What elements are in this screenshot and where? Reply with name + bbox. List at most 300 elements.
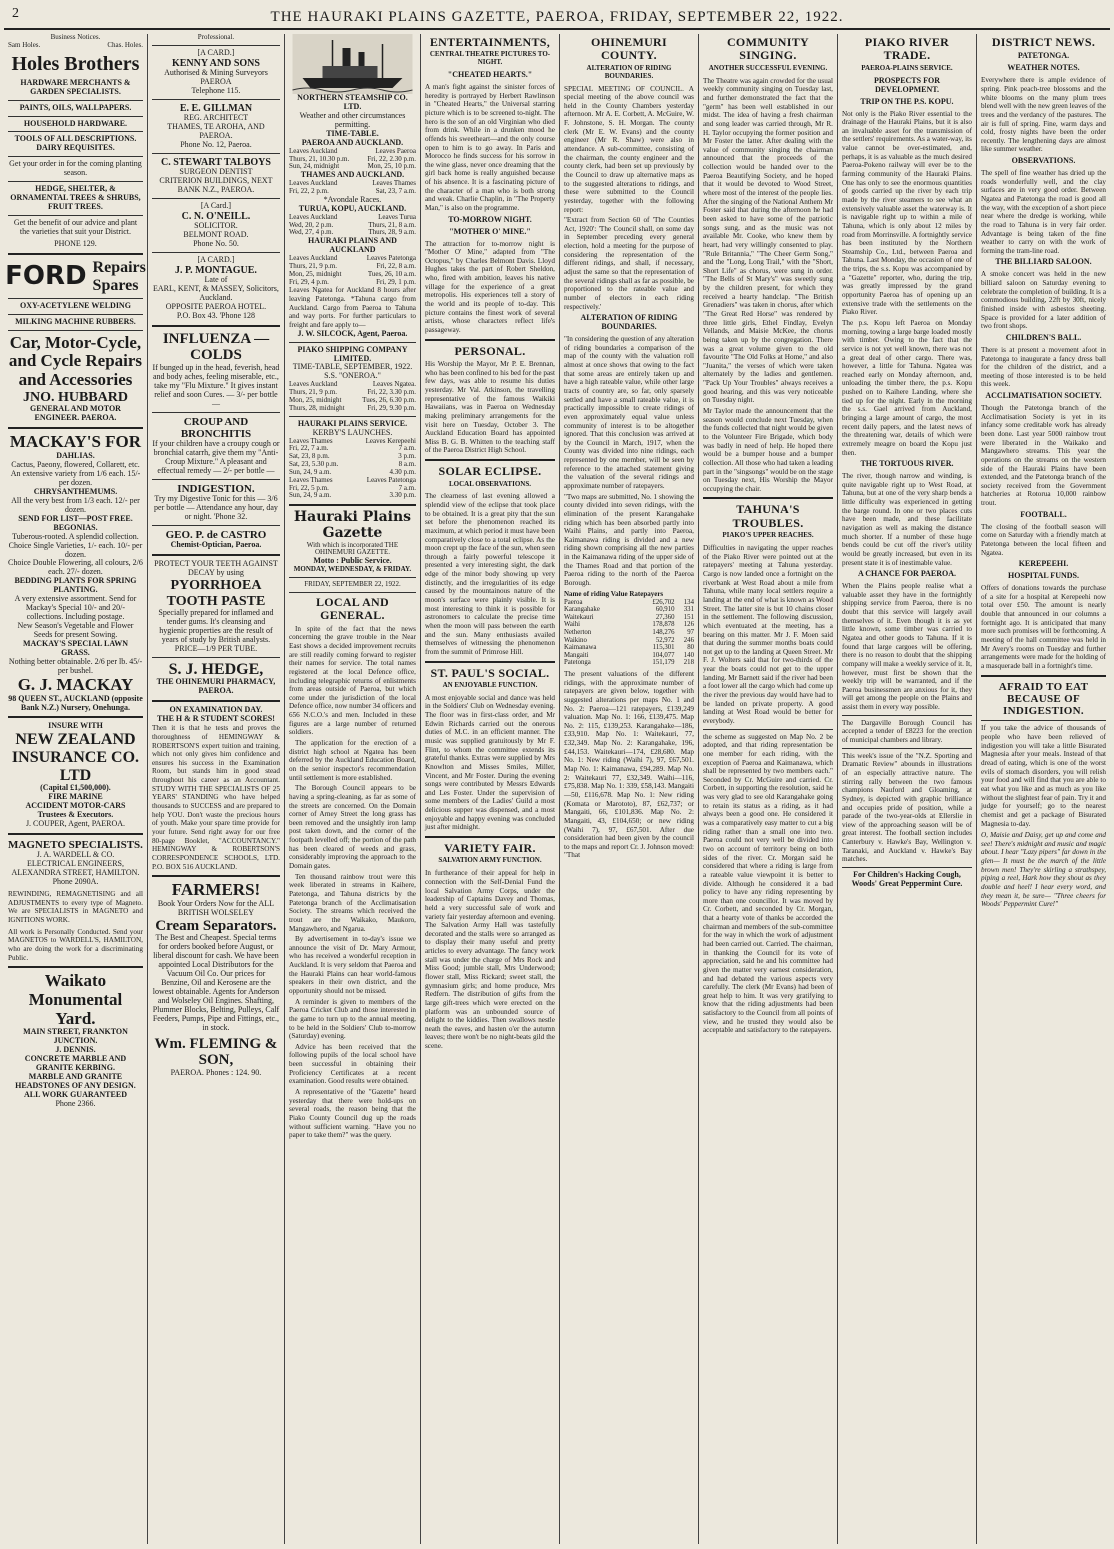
talboys-line: C. STEWART TALBOYS: [160, 156, 271, 168]
column-business-notices: [4, 34, 148, 1544]
riding-cell: 148,276: [652, 628, 675, 636]
riding-row: [564, 659, 694, 667]
riding-cell: 115,301: [652, 644, 675, 652]
riding-row: [564, 644, 694, 652]
timetable-cell: Fri, 22, 8 a.m.: [376, 261, 416, 270]
riding-cell: 151: [683, 613, 694, 621]
protect-text: PROTECT YOUR TEETH AGAINST DECAY by using: [154, 559, 278, 578]
local-general-title: LOCAL AND GENERAL.: [315, 594, 389, 623]
car-title: Car, Motor-Cycle, and Cycle Repairs and Accessories: [8, 332, 143, 390]
oneill-line: BELMONT ROAD.: [183, 229, 249, 239]
timetable-cell: 3 p.m.: [398, 452, 416, 461]
nz-capital: (Capital £1,500,000).: [40, 783, 111, 793]
mackay-lines: [8, 452, 143, 676]
oneill-line: [A Card.]: [200, 200, 232, 210]
county-text: "Two maps are submitted, No. 1 showing the county divided into seven ridings, with the elimination of the present Karangahake riding which has been absorbed partly into Waihi Plains, and partly into Paeroa, Kaimanawa riding is divided and a new riding shown comprising all the new parties in the Kaimanawa riding of the upper side of the Thames Road and that portion of the Paeroa riding to the north of the Paeroa Borough.: [563, 492, 694, 588]
tahuna-title: TAHUNA'S TROUBLES.: [732, 502, 804, 530]
riding-cell: 60,910: [655, 606, 675, 614]
waikato-line: ALL WORK GUARANTEED: [23, 1089, 127, 1099]
weather-note: Weather and other circumstances permitting.: [299, 110, 406, 129]
poem-text: O, Maisie and Daisy, get up and come and see! There's midnight and music and magic about. I hear "Lazy pipers" far down in the glen— It must be the march of the little brown men! They're skirling a strathspey, piping a reel, Hark how they shout as they double and heel! I hear every word, and they mean it, be sure— "Three cheers for Woods' Peppermint Cure!": [980, 831, 1107, 909]
chance-title: A CHANCE FOR PAEROA.: [857, 569, 957, 579]
timetable-cell: Leaves Thames: [288, 475, 333, 484]
riding-row: [564, 637, 694, 645]
gillman-line: THAMES, TE AROHA, AND PAEROA.: [167, 121, 265, 140]
oneill-line: Phone No. 50.: [193, 238, 239, 248]
tomorrow-label: TO-MORROW NIGHT.: [448, 214, 532, 224]
timetable-cell: Thurs, 21, 8 a.m.: [368, 220, 416, 229]
riding-row: [564, 599, 694, 607]
timetable-cell: 7 a.m.: [398, 444, 416, 453]
hubbard-name: JNO. HUBBARD: [22, 389, 128, 405]
paragraph: By advertisement in to-day's issue we announce the visit of Dr. Mary Armour, who has received a wonderful reception in Auckland. It is very seldom that Paeroa and the Hauraki Plains can hear world-famous speakers in their own district, and the opportunity should not be missed.: [288, 935, 416, 995]
timetable-row: [289, 405, 416, 413]
timetable-cell: Leaves Thames: [288, 436, 333, 445]
montague-line: [A CARD.]: [197, 254, 235, 264]
gillman-line: Phone No. 12, Paeroa.: [180, 139, 252, 149]
exam-text: Then it is that he tests and proves the thoroughness of HEMINGWAY & ROBERTSON'S expert tuition and training, which not only gives him confidence and ensures his success in the Examination Room, but stands him in good stead throughout his career as an Accountant. STUDY WITH THE SPECIALISTS OF 25 YEARS' STANDING who have helped thousands to SUCCESS and are prepared to help YOU. Don't waste the precious hours of youth. Make your spare time provide for your future. Send right away for our free 80-page Booklet, "ACCOUNTANCY." HEMINGWAY & ROBERTSON'S CORRESPONDENCE SCHOOLS, LTD. P.O. BOX 516 AUCKLAND.: [151, 724, 280, 871]
timetable-row: [289, 279, 416, 287]
name-left: Sam Holes.: [8, 40, 41, 49]
holes-line: PAINTS, OILS, WALLPAPERS.: [19, 102, 132, 112]
riding-cell: 151,179: [652, 659, 675, 667]
column-piako-river: [838, 34, 977, 1544]
riding-row: [564, 614, 694, 622]
timetable-cell: Mon, 25, 10 p.m.: [367, 162, 416, 171]
afraid-title: AFRAID TO EAT BECAUSE OF INDIGESTION.: [998, 680, 1089, 718]
timetable-cell: Thurs, 21, 9 p.m.: [288, 261, 337, 270]
county-text: The present valuations of the different ridings, with the approximate number of ratepayers are given below, together with suggested alterations per maps No. 1 and No. 2: Paeroa—121 ratepayers, £139,249 valuation. Map No. 1: 166, £139,475. Map No. 2: 115, £139,253. Karangahake—186, £33,910. Map No. 1: Waitekauri, 77, £32,349. Map No. 2: Karangahake, 196, £44,153. Waitekauri—174, £28,680. Map No. 1: New riding (Waihi 7), 97, £67,501. Map No. 1: Kaimanawa, £94,289. Map No. 2: Waitekauri 77, £32,349. Waihi—116, £75,838. Map No. 1: 339, £58,143. Mangaiti—50, £116,678. Map No. 1: New riding (Komata or Marototo), 87, £62,737; or Mangaiti, 66, £101,836. Map No. 2: Mangaiti, 43, £104,650; or new riding (Waihi 7), 97, £67,501. After due consideration had been given by the council to the maps and report Cr. J. Johnson moved: "That: [563, 669, 694, 860]
waikato-title: Waikato Monumental Yard.: [28, 971, 123, 1028]
riding-cell: 218: [683, 659, 694, 667]
riding-cell: 126: [683, 621, 694, 629]
holes-line: HARDWARE MERCHANTS &: [20, 77, 131, 87]
riding-row: [564, 606, 694, 614]
holes-line: GARDEN SPECIALISTS.: [30, 86, 121, 96]
county-text: "Extract from Section 60 of 'The Counties Act, 1920': 'The Council shall, on some day in September preceding every general election, hold a meeting for the purpose of considering the representation of the different ridings, and shall, if necessary, adjust the same so that the representation of the several ridings shall as far as possible, be proportioned to the rateable value and number of electors in each riding respectively.': [563, 216, 694, 311]
talboys-line: SURGEON DENTIST: [179, 167, 253, 177]
piako-text: Not only is the Piako River essential to the drainage of the Hauraki Plains, but it is also an invaluable asset for the transmission of the settlers' requirements. As a water-way, its value cannot be over-estimated, and, perhaps, it is as valuable as the much desired Paeroa-Pokeno railway will ever be to the farming community of the Hauraki Plains. One has only to see the enormous quantities of goods carried up the river by each trip made by the river steamers to see what an extensively valuable asset the waterway is. It is navigable right up to within a mile of Tahuna, which is only about 12 miles by road from Morrinsville. A fortnightly service has been instituted by the Northern Steamship Co., Ltd., between Paeroa and Tahuna. Last Monday, the occasion of one of the trips, the s.s. Kopu was accompanied by a "Gazette" reporter, who, during the trip, was greatly impressed by the grand opportunity Paeroa has of opening up an extensive trade with the settlements on the Piako River.: [841, 109, 972, 317]
decastro-sub: Chemist-Optician, Paeroa.: [170, 540, 262, 550]
district-text: Everywhere there is ample evidence of spring. Pink peach-tree blossoms and the white blooms on the many plum trees blend well with the new green leaves of the trees and the verdancy of the pastures. The air is full of spring. Fine, warm days and cold, frosty nights have been the order recently. The lengthening days are almost like summer weather.: [980, 76, 1107, 154]
mackay-line: MACKAY'S SPECIAL LAWN GRASS.: [22, 639, 128, 658]
singing-text: Mr Taylor made the announcement that the season would conclude next Tuesday, when the funds collected that night would be given to the Volunteer Fire Brigade, which body was badly in need of help. He hoped there would be a bumper house and a bumper collection. All those who had taken a leading part in the "singsongs" would be on the stage on Tuesday next, His Worship the Mayor occupying the chair.: [702, 407, 833, 493]
timetable-cell: Mon, 25, midnight: [288, 396, 342, 405]
riding-cell: 246: [683, 636, 694, 644]
district-text: There is at present a movement afoot in Patetonga to inaugurate a fancy dress ball for the children of the district, and a meeting of those interested is to be held this week.: [980, 345, 1107, 389]
dargaville-text: The Dargaville Borough Council has accepted a tender of £8223 for the erection of municipal chambers and library.: [841, 718, 972, 745]
riding-cell: 97: [687, 628, 694, 636]
eclipse-sub: LOCAL OBSERVATIONS.: [449, 479, 531, 488]
timetable-cell: Leaves Auckland: [288, 254, 338, 263]
nz-line: FIRE MARINE: [48, 792, 103, 802]
mackay-line: Tuberous-rooted. A splendid collection.: [12, 531, 139, 541]
paragraph: The application for the erection of a district high school at Ngatea has been deferred by the Auckland Education Board, on the senior inspector's recommendation until settlement is more established.: [288, 739, 416, 782]
timetable-cell: Fri, 29, 9.30 p.m.: [367, 403, 416, 412]
stpaul-sub: AN ENJOYABLE FUNCTION.: [442, 680, 538, 689]
montague-line: P.O. Box 43. 'Phone 128: [176, 310, 256, 320]
riding-table-header: Name of riding Value Ratepayers: [563, 589, 664, 598]
riding-cell: 140: [683, 651, 694, 659]
piako-text: The river, though narrow and winding, is quite navigable right up to West Road, at Tahuna, but at one of the very sharp bends a little difficulty was experienced in getting the barge round. In one or two places cuts have been made, and these facilitate navigation as well as making the distance much shorter. If a number of these huge bends could be cut off the river's utility would be greatly increased, but even in its present state it is of inestimable value.: [841, 472, 972, 567]
magneto-line: Phone 2090A.: [52, 877, 99, 887]
football-title: FOOTBALL.: [1020, 509, 1067, 519]
mackay-line: SEND FOR LIST—POST FREE.: [18, 513, 133, 523]
ball-title: CHILDREN'S BALL.: [1005, 332, 1082, 342]
kenny-line: [A CARD.]: [197, 47, 235, 57]
timetable-cell: Sun, 24, midnight: [288, 162, 340, 171]
talboys-line: CRITERION BUILDINGS, NEXT BANK N.Z., PAEROA.: [159, 175, 273, 194]
column-professional: [148, 34, 285, 1544]
film-text: The attraction for to-morrow night is "Mother O' Mine," adapted from "The Octopus," by Charles Belmont Davis. Lloyd Hughes takes the part of Robert Sheldon, who, fired with ambition, leaves his native village for the experience of a great metropolis. His experiences tell a story of the world and its people of to-day. This picture contains the finest work of several artists, whose characters reflect life's passageway.: [424, 239, 555, 334]
timetable-cell: Thurs, 21, 9 p.m.: [288, 388, 337, 397]
riding-table: [564, 599, 694, 667]
district-text: Though the Patetonga branch of the Acclimatisation Society is yet in its infancy some creditable work has already been done. Last year 5000 rainbow trout were liberated in the Waikako and Mangawhero streams. This year the operations on the streams on the western side of the Hauraki Plains have been extended, and the Patetonga branch of the society received from the Government hatcheries at Rotorua 10,000 rainbow trout.: [980, 404, 1107, 508]
timetable-cell: Leaves Paeroa: [375, 146, 416, 155]
riding-cell: 80: [687, 644, 694, 652]
mackay-line: All the very best from 1/3 each. 12/- per dozen.: [11, 495, 140, 514]
indigestion-text: Try my Digestive Tonic for this — 3/6 per bottle — Attendance any hour, day or night. 'Phone 32.: [154, 494, 278, 522]
column-district-news: [977, 34, 1110, 1544]
timetable-cell: Leaves Auckland: [288, 146, 338, 155]
riding-cell: Karangahake: [563, 606, 600, 614]
paragraph: Ten thousand rainbow trout were this week liberated in streams in Kaihere, Patetonga, and Tahuna districts by the Patetonga branch of the Acclimatisation Society. The streams which received the trout are the Waikako, Maukoro, Mangawhero, and Ngarua.: [288, 872, 416, 933]
observations-title: OBSERVATIONS.: [1011, 156, 1076, 166]
column-community-singing: [699, 34, 838, 1544]
holes-line: Get the benefit of our advice and plant the varieties that suit your District.: [13, 218, 138, 237]
ford-line: MILKING MACHINE RUBBERS.: [15, 316, 136, 326]
mackay-line: Choice Double Flowering, all colours, 2/6 each. 27/- dozen.: [8, 558, 143, 577]
holes-line: HOUSEHOLD HARDWARE.: [23, 118, 128, 128]
mackay-line: BEDDING PLANTS FOR SPRING PLANTING.: [14, 576, 137, 595]
route-title: TURUA, KOPU, AUCKLAND.: [298, 203, 407, 213]
nz-line: ACCIDENT MOTOR-CARS: [25, 801, 126, 811]
holes-title: Holes Brothers: [11, 52, 140, 75]
county-title: OHINEMURI COUNTY.: [590, 35, 667, 63]
cream-title: Cream Separators.: [155, 917, 277, 934]
tahuna-text: Difficulties in navigating the upper reaches of the Piako River were pointed out at the ratepayers' meeting at Tahuna yesterday. Cargo is now landed once a fortnight on the riverbank at West Road about a mile from Tahuna, while many local settlers require a landing at the end of what is known as Wood Street. The latter site is but 10 chains closer in the settlement. The following discussion, which eventuated at the meeting, has a bearing on this matter. Mr J. F. Moen said that during the summer months boats could not get up to the landing at Queen Street. Mr F. J. Wolters said that for two-thirds of the year the boats could not get to the upper landing. Mr Barnett said if the river had been a foot lower all the cargo which had come up the river the previous day would have had to be landed on private property. A good landing at West Road would be better for everybody.: [702, 544, 833, 725]
montague-line: EARL, KENT, & MASSEY, Solicitors, Auckland.: [152, 283, 279, 302]
timetable-cell: Fri, 29, 1 p.m.: [376, 277, 416, 286]
magneto-line: J. A. WARDELL & CO.: [36, 850, 115, 860]
farmers-text: Book Your Orders Now for the ALL BRITISH WOLSELEY: [157, 898, 275, 917]
piako-tt: TIME-TABLE, SEPTEMBER, 1922. S.S. "ONEROA.": [292, 362, 413, 381]
timetable-rows: [289, 180, 416, 196]
timetable-cell: 4.30 p.m.: [389, 467, 416, 476]
montague-line: J. P. MONTAGUE.: [174, 264, 257, 276]
pyorrhoea-title: PYORRHOEA TOOTH PASTE: [166, 578, 266, 609]
kenny-line: KENNY AND SONS: [171, 57, 260, 69]
montague-line: OPPOSITE PAEROA HOTEL.: [165, 301, 267, 311]
riding-cell: Waihi: [563, 621, 581, 629]
timetable-cell: Sun, 24, 9 a.m.: [288, 467, 332, 476]
holes-line: Get your order in for the coming planting season.: [9, 159, 142, 178]
county-continued-text: the scheme as suggested on Map No. 2 be adopted, and that riding representation be one member for each riding, with the exception of Paeroa and Kaimanawa, which shall be represented by two members each." Seconded by Cr. McGuire and carried. Cr. Corbett, in supporting the resolution, said he was very glad to see old Karangahake going to retain its status as a riding, as it had always been a good one. He considered it was a comparatively easy matter to cut a big riding rather than a small one into two. Paeroa could not very well be divided into two on account of territory being on both sides of the river. Cr. Morgan said he considered that where a riding is large from a rateable value viewpoint it is better to divide. Although he considered it a bad policy to have any riding representing by more than one councillor. It was moved by Cr. Corbett, and seconded by Cr. Morgan, that a hearty vote of thanks be accorded the chairman and members of the sub-committee for the way in which the work of adjustment had been carried out. Carried. The chairman, in thanking the Council for its vote of appreciation, said he and his committee had given the matter very earnest consideration, and had debated the various aspects very carefully. The clerk (Mr Evans) had been of great help to him. It was very gratifying to know that the riding adjustments had been satisfactory to the Council from all points of view, and he trusted they would also be acceptable and satisfactory to the ratepayers.: [702, 732, 833, 1035]
riding-cell: 104,077: [652, 651, 675, 659]
ford-repairs: Repairs: [92, 259, 146, 276]
masthead-title: THE HAURAKI PLAINS GAZETTE, PAEROA, FRIDAY, SEPTEMBER 22, 1922.: [270, 8, 844, 25]
ford-logo: FORD: [5, 261, 87, 292]
timetable-cell: Tues, 26, 6.30 p.m.: [362, 396, 416, 405]
riding-cell: Paeroa: [563, 598, 583, 606]
kenny-line: PAEROA: [200, 76, 232, 86]
tortuous-title: THE TORTUOUS RIVER.: [860, 459, 954, 469]
fleming-sub: PAEROA. Phones : 124. 90.: [170, 1067, 262, 1077]
croup-text: If your children have a croupy cough or bronchial catarrh, give them my "Anti-Croup Mixture." A pleasant and effectual remedy — 2/- per bottle —: [152, 439, 280, 476]
ford-spares: Spares: [92, 276, 139, 294]
mackay-line: BEGONIAS.: [53, 522, 98, 532]
timetable-cell: 3.30 p.m.: [389, 491, 416, 500]
steamship-icon: [289, 34, 416, 94]
hedge-title: S. J. HEDGE,: [168, 660, 264, 678]
paragraph: A representative of the "Gazette" heard yesterday that there were hold-ups on several roads, the reason being that the Piako County Council dug up the roads without sufficient warning. "Have you no paper to take them?" was the query.: [288, 1088, 416, 1140]
timetable-cell: Leaves Patetonga: [366, 254, 416, 263]
northern-title: NORTHERN STEAMSHIP CO. LTD.: [297, 93, 408, 111]
timetable-rows: [289, 148, 416, 171]
holes-line: HEDGE, SHELTER, & ORNAMENTAL TREES & SHRUBS, FRUIT TREES.: [10, 184, 141, 212]
district-text: The spell of fine weather has dried up the roads wonderfully well, and the clay surfaces are in very good order. Between Ngatea and Patetonga the road is good all the way, with the exception of a short piece near where the dredge is working, while the road to Tahuna is in very fair order. Advantage is being taken of the fine weather to carry on with the work of forming the tram-line road.: [980, 169, 1107, 255]
masthead: [4, 6, 1110, 30]
mackay-name: G. J. MACKAY: [17, 674, 134, 694]
mackay-line: Cactus, Paeony, flowered, Collarett, etc.: [11, 460, 140, 469]
holes-names: [8, 42, 143, 50]
piako-river-title: PIAKO RIVER TRADE.: [864, 35, 950, 63]
variety-title: VARIETY FAIR.: [444, 841, 536, 856]
singing-sub: ANOTHER SUCCESSFUL EVENING.: [708, 63, 828, 72]
riding-cell: 52,972: [655, 636, 675, 644]
paragraph: The Borough Council appears to be having a spring-cleaning, as far as some of the streets are concerned. On the Domain corner of Arney Street the long grass has been removed and the unsightly iron lamp post taken down, and the corner of the footpath levelled off; the portion of the path has been cleared of weeds and grass, considerably improving the approach to the Domain gates.: [288, 784, 416, 871]
piako-text: When the Plains people realise what a valuable asset they have in the fortnightly shipping service from Paeroa, there is no doubt that this service will largely avail themselves of it. Even though it is as yet little known, some timber was carried to Ngatea and other goods to Tahuna. If it is found that large cargoes will be offering, there is no reason to doubt that the shipping company will make a weekly service of it. It, however, must first be shown that the weekly trip will be warranted, and if the Paeroa businessmen are anxious for it, they will get among the people on the Plains and assist them in every way possible.: [841, 582, 972, 712]
timetable-cell: Sun, 24, 9 a.m.: [288, 491, 332, 500]
county-sub: ALTERATION OF RIDING BOUNDARIES.: [586, 63, 672, 80]
piako-text: The p.s. Kopu left Paeroa on Monday morning, towing a large barge loaded mostly with timber. Owing to the fact that the service is not yet well known, there was not a great deal of other cargo. There was, however, a little for Tahuna. Ngatea was reached early on Monday afternoon, and, unloading the timber there, the p.s. Kopu pushed on to Kaihere Landing, where she tied up for the night. Early in the morning the s.s. Gael arrived from Auckland, bringing a large amount of cargo, the most recent daily papers, and the latest news of the threatening war, details of which were extremely meagre on board the Kopu just then.: [841, 318, 972, 457]
magneto-line: REWINDING, REMAGNETISING and all ADJUSTMENTS to every type of Magneto. We are SPECIALISTS in MAGNETO and IGNITIONS WORK.: [8, 890, 143, 925]
section-label: Professional.: [197, 34, 235, 41]
alteration-title: ALTERATION OF RIDING BOUNDARIES.: [580, 313, 678, 332]
timetable-cell: Fri, 29, 4 p.m.: [288, 277, 329, 286]
holes-phone: PHONE 129.: [54, 239, 97, 249]
column-ohinemuri-county: [560, 34, 699, 1544]
timetable-cell: Leaves Patetonga: [366, 475, 416, 484]
waikato-line: MARBLE AND GRANITE HEADSTONES OF ANY DESIGN.: [15, 1072, 136, 1090]
riding-cell: Netherton: [563, 628, 592, 636]
timetable-cell: 8 a.m.: [398, 460, 416, 469]
paragraph: Advice has been received that the following pupils of the local school have been successful in obtaining their Proficiency Certificates at a recent examination. Good results were obtained.: [288, 1042, 416, 1086]
exam-sub: THE H & R STUDENT SCORES!: [157, 714, 275, 724]
paragraph: A reminder is given to members of the Paeroa Cricket Club and those interested in the game to turn up to the annual meeting, to be held in the Soldiers' Club to-morrow (Saturday) evening.: [288, 997, 416, 1041]
riding-cell: Mangaiti: [563, 651, 589, 659]
insure-label: INSURE WITH: [48, 721, 103, 731]
nz-line: J. COUPER, Agent, PAEROA.: [25, 819, 125, 829]
oneill-line: C. N. O'NEILL.: [181, 210, 251, 222]
timetable-cell: Sat, 23, 8 p.m.: [288, 452, 330, 461]
film-text: A man's fight against the sinister forces of heredity is portrayed by Herbert Rawlinson in "Cheated Hearts," the Universal starring picture which is to be screened to-night. The hero is the son of an old Virginian who died from drink. While in a drunken mood he offends his sweetheart—and the only course open to him is to go away. In Paris and Morocco he finds success for his sorrow in the wine glass, never once dreaming that the girl back home is really anguished because of his absence. It is a fascinating picture of the character of a man who is both strong and weak. Charlie Chaplin, in "The Property Man," is also on the programme.: [424, 83, 555, 213]
timetable-rows: [289, 381, 416, 412]
riding-cell: 134: [683, 598, 694, 606]
piako-title: PIAKO SHIPPING COMPANY LIMITED.: [297, 344, 408, 363]
riding-cell: Patetonga: [563, 659, 591, 667]
cream-text: The Best and Cheapest. Special terms for orders booked before August, or liberal discount for cash. We have been appointed Local Distributors for the Vacuum Oil Co. Our prices for Benzine, Oil and Kerosene are the lowest obtainable. Agents for Anderson and Wolseley Oil Engines. Shafting, Plummer Blocks, Belting, Pulleys, Calf Feeders, Pumps, Pipe and Fittings, etc., in stock.: [152, 933, 280, 1032]
kerby-title: KERBY'S LAUNCHES.: [312, 427, 393, 437]
mackay-line: DAHLIAS.: [56, 451, 95, 461]
timetable-cell: Fri, 22, 2 p.m.: [288, 186, 329, 195]
eclipse-title: SOLAR ECLIPSE.: [438, 464, 542, 479]
gazette-motto: Motto : Public Service.: [313, 556, 392, 566]
farmers-title: FARMERS!: [171, 880, 261, 900]
riding-cell: 27,360: [655, 613, 675, 621]
gazette-date: FRIDAY, SEPTEMBER 22, 1922.: [304, 580, 401, 589]
route-title: HAURAKI PLAINS AND AUCKLAND: [308, 236, 397, 255]
name-right: Chas. Holes.: [107, 40, 143, 49]
piako-river-sub: PAEROA-PLAINS SERVICE.: [861, 63, 953, 72]
decastro-title: GEO. P. de CASTRO: [165, 529, 267, 542]
ford-ad: [5, 259, 146, 295]
mackay-line: A very extensive assortment. Send for Mackay's Special 10/- and 20/- collections. Including postage.: [14, 594, 137, 622]
sporting-text: This week's issue of the "N.Z. Sporting and Dramatic Review" abounds in illustrations of an especially attractive nature. The stirring rally between the two famous champions Nauford and Gloaming, at Sydney, is depicted with graphic brilliance and occupies pride of position, while a parade of the two-year-olds at Ellerslie in view of the approaching season will be of great interest. The football section includes Canterbury v. Hawke's Bay, Wellington v. Taranaki, and Auckland v. Hawke's Bay matches.: [841, 751, 972, 864]
mackay-line: Choice Single Varieties, 1/- each. 10/- per dozen.: [8, 540, 143, 559]
county-text: "In considering the question of any alteration of riding boundaries a comparison of the map of the county with the valuation roll almost at once shows that owing to the fact that some areas are entirely taken up and have a high rateable value, while other large tracts of country are, so far, only sparsely settled and have a small rateable value, it is practically impossible to create ridings of even approximately equal value unless community of interest is to be altogether ignored. That this conclusion was arrived at by the Council in March, 1917, when the County was divided into nine ridings, each represented by one member, will be seen by reference to the attached statement giving the valuation of the several ridings and approximate number of ratepayers.: [563, 335, 694, 490]
billiard-title: THE BILLIARD SALOON.: [995, 257, 1092, 267]
mackay-line: New Season's Vegetable and Flower Seeds for present Sowing.: [17, 621, 134, 640]
timetable-cell: Sat, 23, 5.30 p.m.: [288, 460, 339, 469]
hospital-title: HOSPITAL FUNDS.: [1008, 571, 1079, 581]
timetable-rows: [289, 255, 416, 286]
district-text: A smoke concert was held in the new billiard saloon on Saturday evening to celebrate the completion of building. It is a commodious building, 22ft by 30ft, nicely finished inside with asbestos sheeting. Space is provided for a later addition of two front shops.: [980, 270, 1107, 331]
holes-line: TOOLS OF ALL DESCRIPTIONS. DAIRY REQUISITES.: [14, 134, 137, 153]
magneto-line: All work is Personally Conducted. Send your MAGNETOS to WARDELL'S, HAMILTON, who are doing the work for a discriminating Public.: [8, 927, 143, 962]
mackay-address: 98 QUEEN ST., AUCKLAND (opposite Bank N.Z.) Nursery, Onehunga.: [8, 693, 143, 712]
timetable-cell: Thurs, 21, 10.30 p.m.: [288, 154, 350, 163]
riding-cell: Kaimanawa: [563, 644, 597, 652]
mackay-line: CHRYSANTHEMUMS.: [33, 486, 118, 496]
timetable-cell: Leaves Auckland: [288, 380, 338, 389]
timetable-cell: Sat, 23, 7 a.m.: [375, 186, 416, 195]
mackay-line: Nothing better obtainable. 2/6 per lb. 45/- per bushel.: [8, 656, 143, 675]
fleming-title: Wm. FLEMING & SON,: [154, 1035, 278, 1069]
route-note: *Avondale Races.: [323, 194, 382, 204]
riding-cell: Waikino: [563, 636, 587, 644]
gillman-line: E. E. GILLMAN: [179, 102, 253, 114]
mackay-line: An extensive variety from 1/6 each. 15/- per dozen.: [10, 468, 141, 487]
riding-row: [564, 652, 694, 660]
timetable-cell: Mon, 25, midnight: [288, 269, 342, 278]
gazette-days: MONDAY, WEDNESDAY, & FRIDAY.: [293, 565, 412, 574]
riding-row: [564, 629, 694, 637]
entertainments-sub: CENTRAL THEATRE PICTURES TO-NIGHT.: [429, 50, 551, 67]
gillman-line: REG. ARCHITECT: [183, 113, 249, 123]
timetable-cell: Leaves Ngatea.: [372, 380, 416, 389]
timetable-cell: Thurs, 28, 9 a.m.: [368, 228, 416, 237]
timetable-cell: Thurs, 28, midnight: [288, 403, 345, 412]
montague-line: Late of: [204, 275, 228, 285]
stpaul-text: A most enjoyable social and dance was held in the Soldiers' Club on Wednesday evening. The floor was in first-class order, and Mr Edwin Richards carried out the onerous duties of M.C. in an efficient manner. The music was supplied gratuitously by Mr F. Flint, to whom the committee extends its grateful thanks. Extras were supplied by Mrs Knowlton and Misses Smiles, Miller, Vincent, and Mr Foster. During the evening songs were contributed by Messrs Edwards and Les Foster. Under the supervision of some members of the Ladies' Guild a most delicious supper was dispensed, and a most enjoyable and happy evening was concluded just after midnight.: [424, 693, 555, 832]
waikato-line: CONCRETE MARBLE AND GRANITE KERBING.: [24, 1054, 127, 1073]
route-title: THAMES AND AUCKLAND.: [300, 170, 405, 180]
oneill-line: SOLICITOR.: [194, 221, 238, 231]
district-text: The closing of the football season will come on Saturday with a friendly match at Patetonga between the local fifteen and Ngatea.: [980, 522, 1107, 557]
variety-sub: SALVATION ARMY FUNCTION.: [438, 856, 542, 865]
riding-cell: £26,702: [652, 598, 675, 606]
hedge-sub: THE OHINEMURI PHARMACY, PAEROA.: [156, 677, 276, 696]
riding-cell: 331: [683, 606, 694, 614]
influenza-title: INFLUENZA — COLDS: [162, 330, 270, 364]
gazette-title: Hauraki Plains Gazette: [293, 509, 412, 541]
county-text: SPECIAL MEETING OF COUNCIL. A special meeting of the above council was held in the County Chambers yesterday afternoon. Mr A. E. Corbett, A. McGuire, W. F. Johnstone, S. H. Morgan. The county clerk (Mr E. W. Evans) and the county engineer (Mr R. Shaw) were also in attendance. A sub-committee, consisting of the chairman, the county engineer and the county clerk, had been set up previously by the Council to draw up alternative maps as to the suggested alterations to ridings, and these were submitted to the Council yesterday, together with the following report:: [563, 84, 694, 214]
magneto-title: MAGNETO SPECIALISTS.: [8, 838, 143, 851]
page-number: 2: [12, 6, 20, 21]
timetable-cell: Fri, 22, 7 a.m.: [288, 444, 329, 453]
district-text: Offers of donations towards the purchase of a site for a hospital at Kerepeehi now total over £50. The amount is nearly double that announced in our columns a fortnight ago. It is anticipated that many more such promises will be forthcoming. A meeting of the hall committee was held in Mr Avery's rooms on Tuesday and further arrangements were made for the holding of a masquerade ball in a fortnight's time.: [980, 584, 1107, 670]
film-title: "CHEATED HEARTS.": [447, 70, 533, 80]
timetable-rows: [289, 214, 416, 237]
timetable-cell: Leaves Auckland: [288, 179, 338, 188]
singing-text: The Theatre was again crowded for the usual weekly community singing on Tuesday last, and further demonstrated the fact that the "germ" has been well established in our midst. The idea of having a fresh chairman and song leader was carried through, Mr R. H. Taylor occupying the former position and Mr Foster the latter. After dealing with the value of community singing the chairman announced that the proceeds of the collection would be handed over to the Paeroa Beautifying Society, and he hoped that it would be devoted to Wood Street, where most of the interest of the people lies. After the singing of the National Anthem Mr Foster said that during the afternoon he had been asked to have some of the patriotic songs sung, and as the music was not available Mr. Cooke, who knew them by heart, had very willingly consented to play. "Rule Britannia," "The Cheer Germ Song," and the "Long, Long Trail," with the "Short, Short Life" as chorus, were sung in order. "The Bells of St Mary's" was sweetly sung by the children present, for which they received a hearty handclap. "The British Grenadiers" was taken in chorus, after which "The Great Red Horse" was rendered by three little girls, Ethel Findlay, Evelyn Vellands, and Maisie McKee, the chorus being taken up by the congregation. There was a great volume given to the old favourite "The Old Folks at Home," and also "Juanita," the verses of which were taken alternately by the ladies and gentlemen. "Pack Up Your Troubles" always receives a good hearing, and this was very noticeable on Tuesday night.: [702, 76, 833, 405]
stpaul-title: ST. PAUL'S SOCIAL.: [430, 665, 550, 680]
hubbard-sub: GENERAL AND MOTOR ENGINEER. PAEROA.: [29, 404, 121, 423]
timetable-cell: Leaves Auckland: [288, 212, 338, 221]
pyorrhoea-text: Specially prepared for inflamed and tender gums. It's cleansing and hygienic properties are the result of years of study by British analysts. PRICE—1/9 PER TUBE.: [158, 608, 274, 653]
acclim-title: ACCLIMATISATION SOCIETY.: [985, 391, 1102, 401]
waikato-line: MAIN STREET, FRANKTON JUNCTION.: [23, 1027, 128, 1046]
personal-title: PERSONAL.: [454, 343, 526, 358]
nz-insurance-title: NEW ZEALAND INSURANCE CO. LTD: [11, 731, 140, 784]
kerepeehi-title: KEREPEEHI.: [1018, 559, 1069, 569]
patetonga-title: PATETONGA.: [1017, 51, 1070, 61]
tahuna-sub: PIAKO'S UPPER REACHES.: [722, 531, 814, 540]
entertainments-title: ENTERTAINMENTS,: [429, 35, 551, 49]
afraid-text: If you take the advice of thousands of people who have been relieved of indigestion you will take a little Bisurated Magnesia after your meals. Instead of that dread of eating, which is one of the worst evils of stomach disorders, you will relish your food and will find that you are able to eat what you like and as much as you like without the slightest fear of pain. Try it and judge for yourself; go to the nearest chemist and get a package of Bisurated Magnesia to-day.: [980, 724, 1107, 828]
riding-row: [564, 621, 694, 629]
personal-text: His Worship the Mayor, Mr P. E. Brennan, who has been confined to his bed for the past few days, was able to resume his duties yesterday. Mr Val. Atkinson, the travelling representative of the famous Waikiki Hawaiians, was in Paeroa on Wednesday making preliminary arrangements for the visit here on Tuesday, October 3. The Auckland Education Board has appointed Miss B. G. B. Whitten to the teaching staff of the Paeroa District High School.: [424, 360, 555, 455]
timetable-cell: Leaves Thames: [372, 179, 416, 188]
timetable-cell: Fri, 22, 5 p.m.: [288, 483, 329, 492]
riding-cell: Waitekauri: [563, 613, 594, 621]
indigestion-title: INDIGESTION.: [177, 482, 255, 495]
singing-title: COMMUNITY SINGING.: [726, 35, 809, 63]
timetable-cell: Fri, 22, 2.30 p.m.: [367, 154, 416, 163]
nz-line: Trustees & Executors.: [37, 810, 114, 820]
silcock-agent: J. W. SILCOCK, Agent, Paeroa.: [297, 328, 408, 338]
timetable-cell: Fri, 22, 3.30 p.m.: [367, 388, 416, 397]
timetable-rows: [289, 438, 416, 501]
route-text: Leaves Ngatea for Auckland 8 hours after leaving Patetonga. *Tahuna cargo from Auckland. Cargo from Paeroa to Tahuna and way ports. For further particulars to freight and fare apply to—: [288, 286, 416, 329]
exam-title: ON EXAMINATION DAY.: [169, 705, 263, 715]
timetable-cell: Leaves Kerepeehi: [365, 436, 416, 445]
gazette-sub: With which is incorporated THE OHINEMURI GAZETTE.: [306, 540, 399, 557]
local-general-body: [289, 625, 416, 1140]
peppermint-ad: For Children's Hacking Cough, Woods' Great Peppermint Cure.: [851, 870, 963, 888]
prospects-title: PROSPECTS FOR DEVELOPMENT.: [873, 75, 940, 94]
ford-line: OXY-ACETYLENE WELDING: [20, 300, 131, 310]
riding-cell: 178,878: [652, 621, 675, 629]
timetable-cell: Wed, 20, 2 p.m.: [288, 220, 334, 229]
hps-title: HAURAKI PLAINS SERVICE.: [297, 418, 408, 428]
kenny-line: Telephone 115.: [191, 85, 241, 95]
magneto-line: ELECTRICAL ENGINEERS, ALEXANDRA STREET, HAMILTON.: [11, 859, 140, 878]
waikato-line: J. DENNIS.: [55, 1045, 96, 1055]
eclipse-text: The clearness of last evening allowed a splendid view of the eclipse that took place to be obtained. It is a great pity that the sun set before the phenomenon reached its maximum, at which period it must have been comparatively close to a total eclipse. As the moon crept up the face of the sun, when seen through a fairly powerful telescope it presented a very interesting sight, the dark edge of the minor body showing up very distinctly, and the irregularities of its edge caused by the mountainous nature of the moon's surface were plainly visible. It is most interesting to think it is possible for astronomers to calculate the precise time when the moon will pass between the earth and the sun. Many enthusiasts availed themselves of witnessing the phenomenon from the summit of Primrose Hill.: [424, 492, 555, 656]
section-label: Business Notices.: [50, 34, 101, 41]
timetable-cell: Tues, 26, 10 a.m.: [367, 269, 416, 278]
waikato-line: Phone 2366.: [55, 1098, 96, 1108]
district-title: DISTRICT NEWS.: [991, 35, 1096, 49]
mackay-title: MACKAY'S FOR: [9, 432, 142, 452]
weather-title: WEATHER NOTES.: [1007, 63, 1080, 73]
influenza-text: If bunged up in the head, feverish, head and body aches, feeling miserable, etc., take my "Flu Mixture." It gives instant relief and soon Cures. — 3/- per bottle —: [152, 362, 280, 408]
column-shipping-local: [285, 34, 421, 1544]
timetable-row: [289, 492, 416, 500]
croup-title: CROUP AND BRONCHITIS: [180, 415, 252, 440]
